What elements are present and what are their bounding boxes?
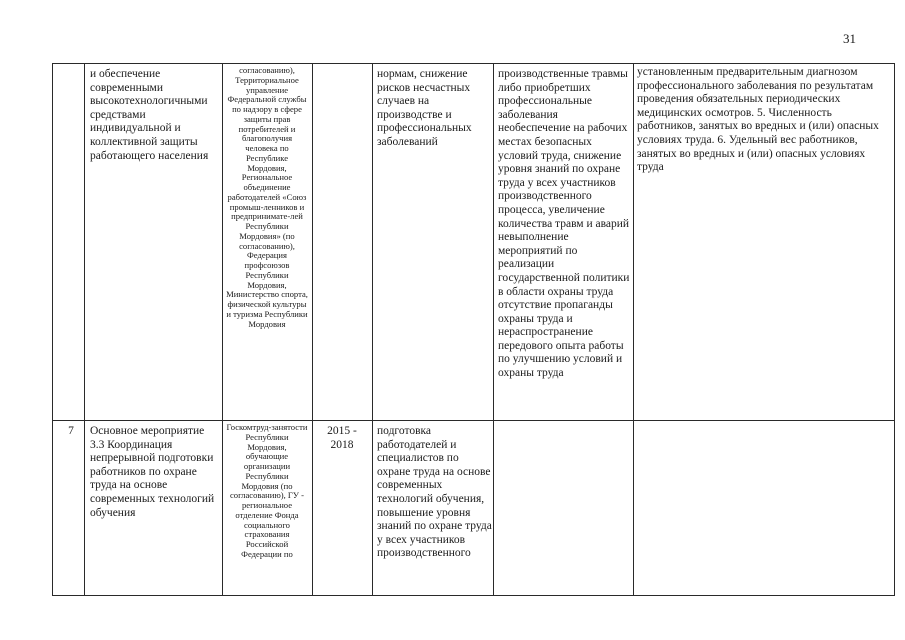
table-cell-executors: согласованию), Территориальное управление Федеральной службы по надзору в сфере защиты прав потребителей и благополучия человека по Республике Мордовия, Региональное объединение работодателей «Союз промыш-ленников и предпринимате-лей Республики Мордовия» (по согласованию), Федерация профсоюзов Республики Мордовия, Министерство спорта, физической культуры и туризма Республики Мордовия <box>226 66 308 329</box>
table-cell-consequences: производственные травмы либо приобретших профессиональные заболевания необеспечение на рабочих местах безопасных условий труда, снижение уровня знаний по охране труда у всех участников производственного процесса, увеличение количества травм и аварий невыполнение мероприятий по реализации государственной политики в области охраны труда отсутствие пропаганды охраны труда и нераспространение передового опыта работы по улучшению условий и охраны труда <box>498 68 630 380</box>
table-bottom-border <box>52 595 894 596</box>
col-line <box>493 63 494 596</box>
col-line <box>52 63 53 596</box>
table-cell-expected-result: нормам, снижение рисков несчастных случаев на производстве и профессиональных заболеваний <box>377 68 472 148</box>
col-line <box>372 63 373 596</box>
table-top-border <box>52 63 894 64</box>
table-cell-number: 7 <box>68 425 74 437</box>
table-cell-executors: Госкомтруд-занятости Республики Мордовия, обучающие организации Республики Мордовия (по согласованию), ГУ - региональное отделение Фонда социального страхования Российской Федерации по <box>226 423 308 559</box>
table-cell-period: 2015 - 2018 <box>327 425 357 451</box>
table-cell-event-name: Основное мероприятие 3.3 Координация непрерывной подготовки работников по охране труда на основе современных технологий обучения <box>90 425 215 519</box>
row-divider <box>52 420 894 421</box>
table-cell-event-name: и обеспечение современными высокотехнологичными средствами индивидуальной и коллективной защиты работающего населения <box>90 68 209 162</box>
page-number: 31 <box>843 31 856 46</box>
col-line <box>84 63 85 596</box>
col-line <box>633 63 634 596</box>
table-cell-expected-result: подготовка работодателей и специалистов по охране труда на основе современных технологий обучения, повышение уровня знаний по охране труда у всех участников производственного <box>377 425 492 560</box>
col-line <box>894 63 895 596</box>
table-cell-indicators: установленным предварительным диагнозом профессионального заболевания по результатам проведения обязательных периодических медицинских осмотров. 5. Численность работников, занятых во вредных и (или) опасных условиях труда. 6. Удельный вес работников, занятых во вредных и (или) опасных условиях труда <box>637 66 879 174</box>
col-line <box>312 63 313 596</box>
col-line <box>222 63 223 596</box>
